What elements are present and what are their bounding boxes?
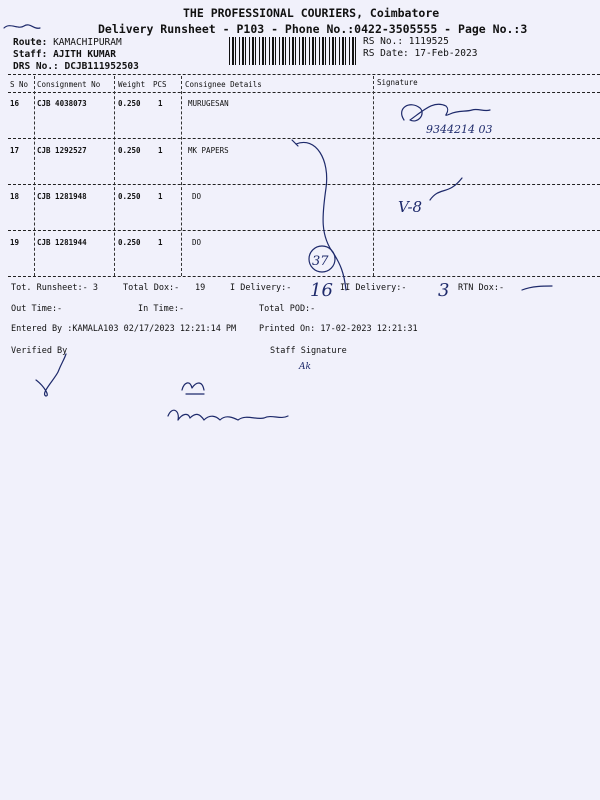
row-pcs: 1 (158, 146, 163, 155)
route-value: KAMACHIPURAM (53, 37, 122, 48)
ii-delivery-label: II Delivery:- (340, 283, 407, 293)
row-consignment: CJB 1292527 (37, 146, 87, 155)
row-weight: 0.250 (118, 146, 141, 155)
staff-signature-label: Staff Signature (270, 346, 347, 356)
col-consignee: Consignee Details (185, 80, 262, 89)
row-consignee: MK PAPERS (188, 146, 229, 155)
row18-mark-handwritten: V-8 (398, 198, 423, 216)
verified-by-label: Verified By (11, 346, 68, 356)
row-weight: 0.250 (118, 99, 141, 108)
verified-by-signature (36, 354, 66, 396)
row-sno: 19 (10, 238, 20, 247)
col-pcs: PCS (153, 80, 167, 89)
row18-mark-tail (430, 178, 462, 200)
circled-number-text: 37 (312, 254, 329, 269)
row-consignee: MURUGESAN (188, 99, 229, 108)
staff-value: AJITH KUMAR (53, 49, 116, 60)
company-title: THE PROFESSIONAL COURIERS, Coimbatore (183, 6, 440, 20)
row-consignee: DO (192, 192, 202, 201)
row-consignment: CJB 1281948 (37, 192, 87, 201)
drs-label: DRS No.: (13, 61, 59, 72)
col-signature: Signature (377, 78, 418, 87)
i-delivery-label: I Delivery:- (230, 283, 292, 293)
rs-no-value: 1119525 (408, 36, 449, 47)
row-consignment: CJB 1281944 (37, 238, 87, 247)
row-pcs: 1 (158, 238, 163, 247)
row16-signature (402, 104, 490, 121)
total-dox-label: Total Dox:- (123, 283, 180, 293)
ii-delivery-handwritten: 3 (438, 280, 450, 301)
row-sno: 18 (10, 192, 20, 201)
rs-no-label: RS No.: (363, 36, 404, 47)
rs-date-label: RS Date: (363, 48, 409, 59)
row-consignment: CJB 4038073 (37, 99, 87, 108)
row16-phone-handwritten: 9344214 03 (426, 123, 493, 136)
rs-date-value: 17-Feb-2023 (414, 48, 478, 59)
drs-value: DCJB111952503 (64, 61, 139, 72)
corner-scribble (4, 25, 40, 28)
col-sno: S No (10, 80, 29, 89)
row-pcs: 1 (158, 99, 163, 108)
total-dox-value: 19 (195, 283, 206, 293)
bottom-signature-top (182, 383, 204, 394)
row-pcs: 1 (158, 192, 163, 201)
col-consignment: Consignment No (37, 80, 101, 89)
total-pod-label: Total POD:- (259, 304, 316, 314)
runsheet-subtitle: Delivery Runsheet - P103 - Phone No.:0422-3505555 - Page No.:3 (98, 22, 528, 36)
out-time-label: Out Time:- (11, 304, 63, 314)
col-weight: Weight (118, 80, 146, 89)
staff-initials-handwritten: Ak (299, 362, 311, 372)
row-weight: 0.250 (118, 192, 141, 201)
tot-runsheet: Tot. Runsheet:- 3 (11, 283, 98, 293)
in-time-label: In Time:- (138, 304, 185, 314)
bottom-signature-bottom (168, 410, 288, 420)
row-sno: 17 (10, 146, 20, 155)
row-weight: 0.250 (118, 238, 141, 247)
route-label: Route: (13, 37, 48, 48)
entered-by: Entered By :KAMALA103 02/17/2023 12:21:14 PM (11, 324, 237, 334)
rtn-dash (522, 286, 552, 290)
staff-label: Staff: (13, 49, 48, 60)
rtn-dox-label: RTN Dox:- (458, 283, 505, 293)
i-delivery-handwritten: 16 (310, 280, 333, 301)
printed-on: Printed On: 17-02-2023 12:21:31 (259, 324, 418, 334)
row-consignee: DO (192, 238, 202, 247)
row-sno: 16 (10, 99, 20, 108)
